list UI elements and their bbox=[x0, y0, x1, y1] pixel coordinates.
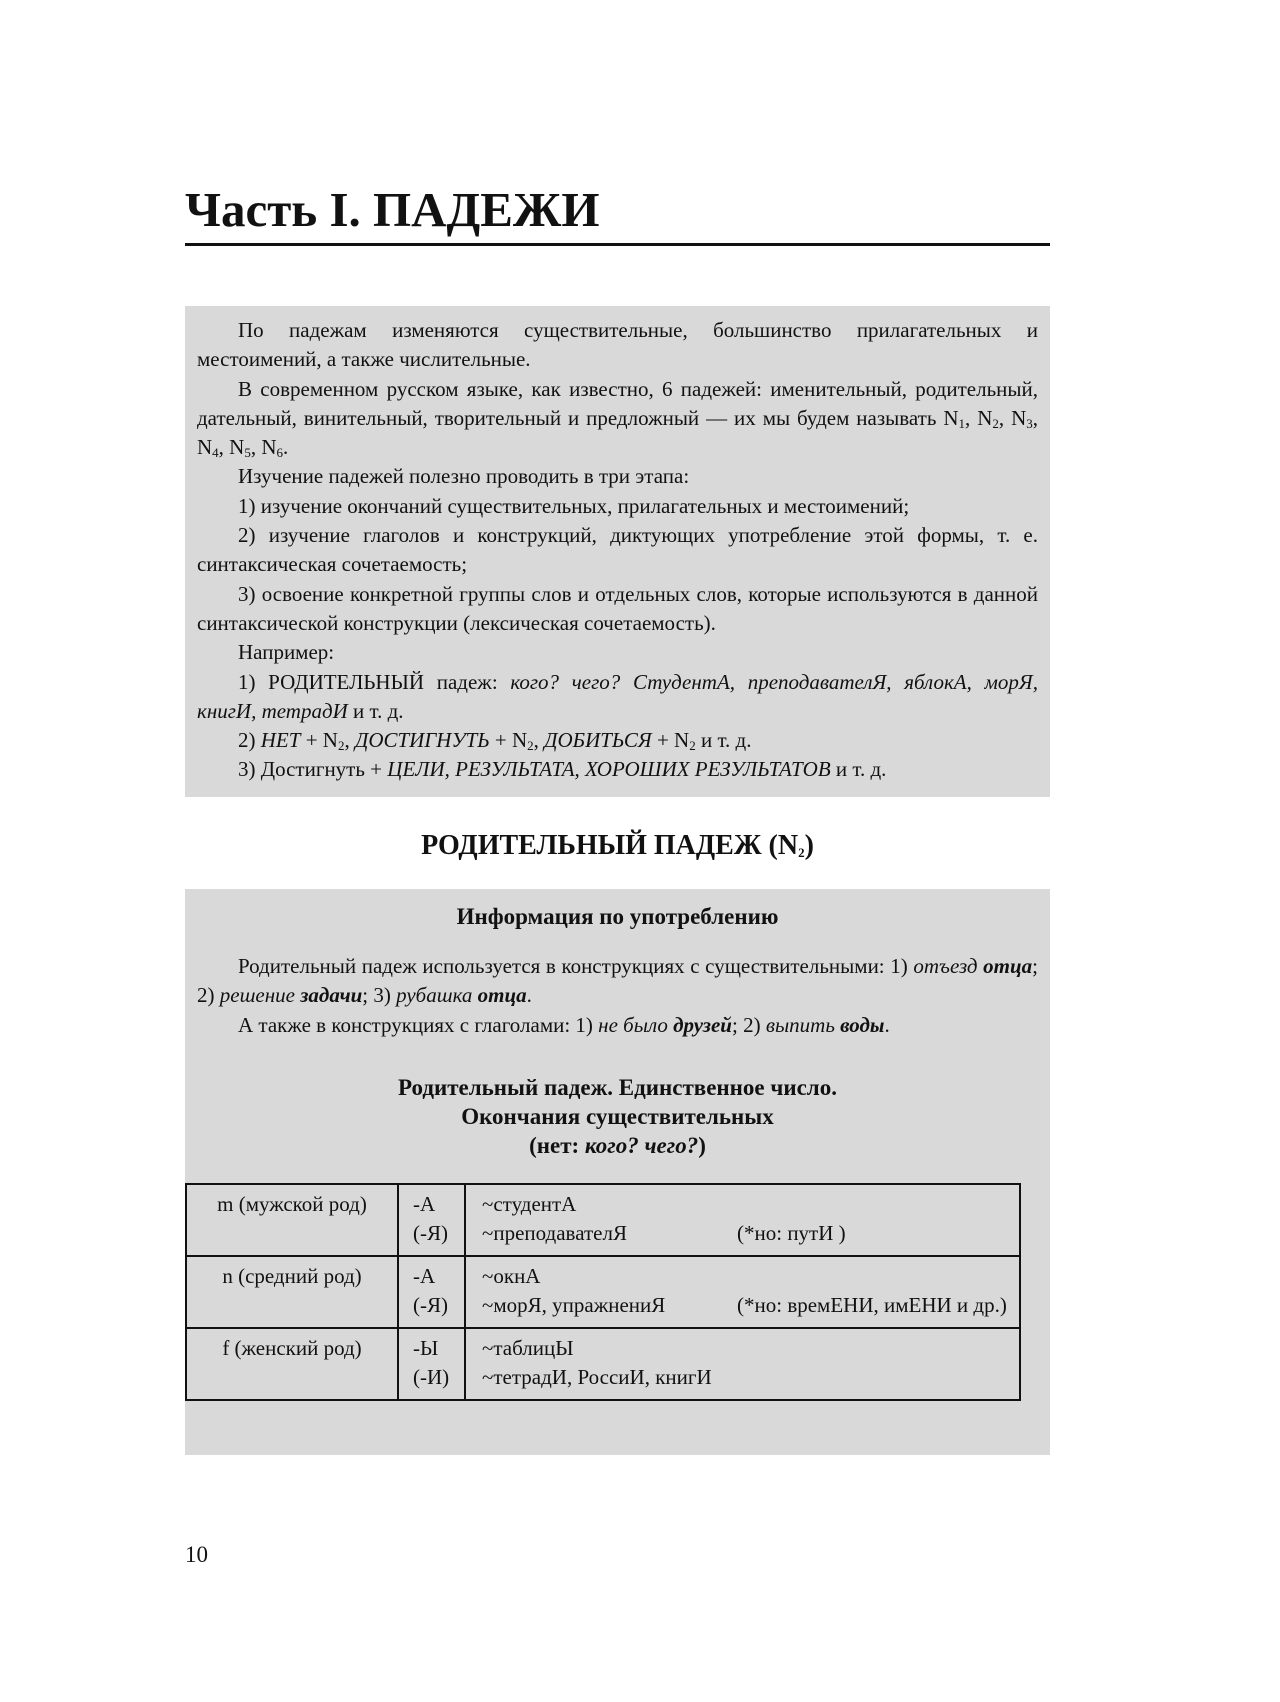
chapter-title: Часть I. ПАДЕЖИ bbox=[185, 182, 600, 237]
examples-cell: ~студентА ~преподавателЯ (*но: путИ ) bbox=[465, 1184, 1020, 1256]
section-title: РОДИТЕЛЬНЫЙ ПАДЕЖ $(N_2)$ bbox=[421, 830, 814, 861]
case-label-3: $N_3$ bbox=[1011, 405, 1033, 431]
info-text bbox=[197, 952, 1038, 1040]
endings-heading-line-3: (нет: кого? чего?) bbox=[529, 1133, 706, 1158]
info-heading: Информация по употреблению bbox=[456, 904, 779, 929]
ending-cell: -А (-Я) bbox=[398, 1256, 465, 1328]
example-1: 1) РОДИТЕЛЬНЫЙ падеж: кого? чего? СтудентА, преподавателЯ, яблокА, морЯ, книгИ, тетрадИ и т. д. bbox=[197, 669, 1038, 723]
gender-cell: f (женский род) bbox=[186, 1328, 398, 1400]
case-label-4: $N_4$ bbox=[197, 435, 219, 461]
title-rule bbox=[185, 243, 1050, 246]
gender-cell: m (мужской род) bbox=[186, 1184, 398, 1256]
intro-paragraph-6: 3) освоение конкретной группы слов и отдельных слов, которые используются в данной синтаксической конструкции (лексическая сочетаемость). bbox=[197, 581, 1038, 635]
table-row bbox=[186, 1328, 1020, 1400]
table-row bbox=[186, 1256, 1020, 1328]
intro-paragraph-5: 2) изучение глаголов и конструкций, диктующих употребление этой формы, т. е. синтаксическая сочетаемость; bbox=[197, 523, 1038, 577]
examples-cell: ~окнА ~морЯ, упражнениЯ (*но: времЕНИ, имЕНИ и др.) bbox=[465, 1256, 1020, 1328]
case-label-1: $N_1$ bbox=[943, 405, 966, 431]
intro-paragraph-1: По падежам изменяются существительные, большинство прилагательных и местоимений, а также числительные. bbox=[197, 318, 1038, 372]
example-2: 2) НЕТ + $N_2$, ДОСТИГНУТЬ + $N_2$, ДОБИТЬСЯ + $N_2$ и т. д. bbox=[238, 728, 752, 754]
info-paragraph-2: А также в конструкциях с глаголами: 1) не было друзей; 2) выпить воды. bbox=[238, 1012, 890, 1037]
ending-cell: -А (-Я) bbox=[398, 1184, 465, 1256]
table-row bbox=[186, 1184, 1020, 1256]
intro-paragraph-3: Изучение падежей полезно проводить в три этапа: bbox=[238, 464, 690, 489]
endings-heading-line-1: Родительный падеж. Единственное число. bbox=[398, 1075, 837, 1100]
intro-box bbox=[185, 306, 1050, 797]
info-box bbox=[185, 889, 1050, 1455]
case-label-5: $N_5$ bbox=[229, 435, 251, 461]
endings-heading-line-2: Окончания существительных bbox=[461, 1104, 774, 1129]
endings-heading bbox=[185, 1073, 1050, 1160]
page-number: 10 bbox=[185, 1542, 208, 1567]
ending-cell: -Ы (-И) bbox=[398, 1328, 465, 1400]
exception-note: (*но: путИ ) bbox=[737, 1221, 846, 1245]
intro-paragraph-2: В современном русском языке, как известно, 6 падежей: именительный, родительный, дательный, винительный, творительный и предложный — их мы будем называть $N_1$, $N_2$, $N_3$, $N_4$, $N_5$, $N_6$. bbox=[197, 376, 1039, 461]
info-paragraph-1: Родительный падеж используется в конструкциях с существительными: 1) отъезд отца; 2) решение задачи; 3) рубашка отца. bbox=[197, 954, 1038, 1008]
exception-note: (*но: времЕНИ, имЕНИ и др.) bbox=[737, 1293, 1007, 1317]
case-label-6: $N_6$ bbox=[261, 435, 284, 461]
endings-table bbox=[185, 1183, 1021, 1401]
examples-cell: ~таблицЫ ~тетрадИ, РоссиИ, книгИ bbox=[465, 1328, 1020, 1400]
example-3: 3) Достигнуть + ЦЕЛИ, РЕЗУЛЬТАТА, ХОРОШИХ РЕЗУЛЬТАТОВ и т. д. bbox=[238, 757, 887, 782]
intro-paragraph-7: Например: bbox=[238, 640, 335, 665]
gender-cell: n (средний род) bbox=[186, 1256, 398, 1328]
case-label-2: $N_2$ bbox=[977, 405, 999, 431]
intro-paragraph-4: 1) изучение окончаний существительных, прилагательных и местоимений; bbox=[238, 493, 910, 518]
